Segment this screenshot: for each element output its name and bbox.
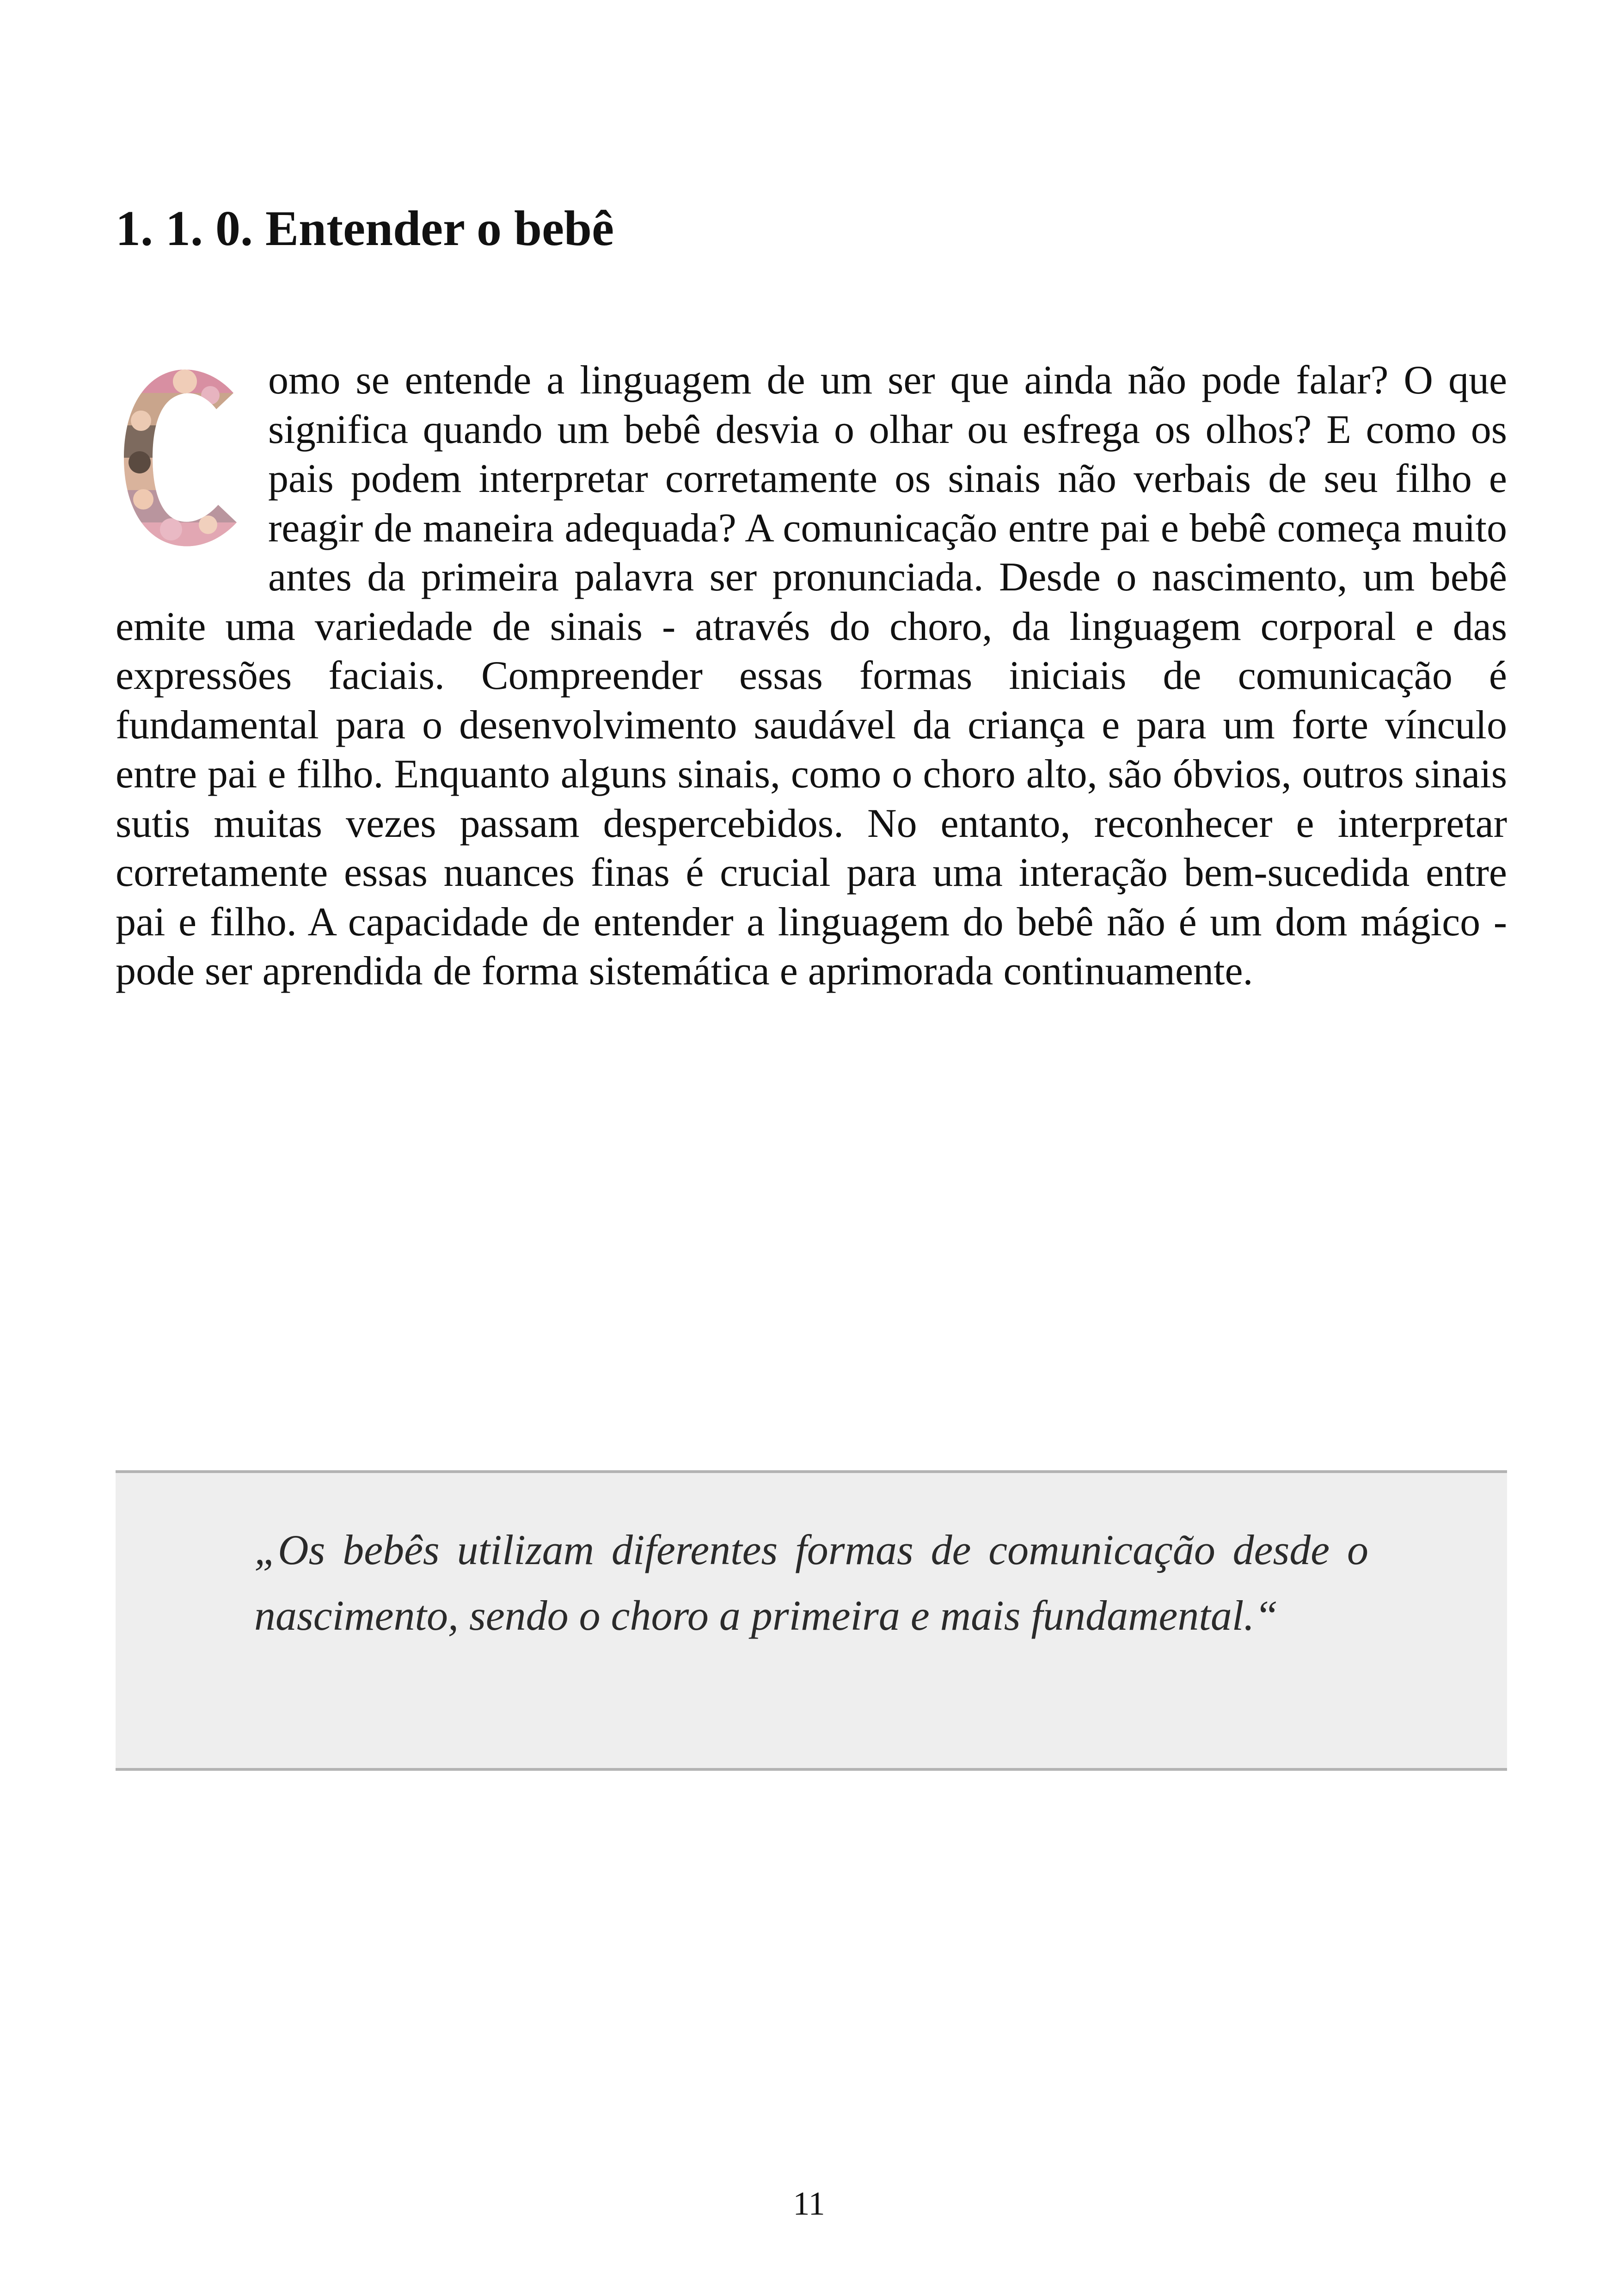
paragraph-text: omo se entende a linguagem de um ser que ainda não pode falar? O que significa quando um bebê desvia o olhar ou esfrega os olhos? E como os pais podem interpretar corretamente os sinais não verbais de seu filho e reagir de maneira adequada? A comunicação entre pai e bebê começa muito antes da primeira palavra ser pronunciada. Desde o nascimento, um bebê emite uma variedade de sinais - através do choro, da linguagem corporal e das expressões faciais. Compreender essas formas iniciais de comunicação é fundamental para o desenvolvimento saudável da criança e para um forte vínculo entre pai e filho. Enquanto alguns sinais, como o choro alto, são óbvios, outros sinais sutis muitas vezes passam despercebidos. No entanto, reconhecer e interpretar corretamente essas nuances finas é crucial para uma interação bem-sucedida entre pai e filho. A capacidade de entender a linguagem do bebê não é um dom mágico - pode ser aprendida de forma sistemática e aprimorada continuamente. bbox=[116, 358, 1507, 994]
dropcap-graphic bbox=[116, 361, 254, 555]
pull-quote-box bbox=[116, 1470, 1507, 1771]
page-number: 11 bbox=[793, 2185, 825, 2222]
section-heading: 1. 1. 0. Entender o bebê bbox=[116, 201, 614, 256]
intro-paragraph bbox=[116, 356, 1507, 996]
pull-quote-text: „Os bebês utilizam diferentes formas de comunicação desde o nascimento, sendo o choro a primeira e mais fundamental.“ bbox=[254, 1526, 1368, 1639]
photo-collage-letter-c-icon bbox=[116, 361, 254, 555]
